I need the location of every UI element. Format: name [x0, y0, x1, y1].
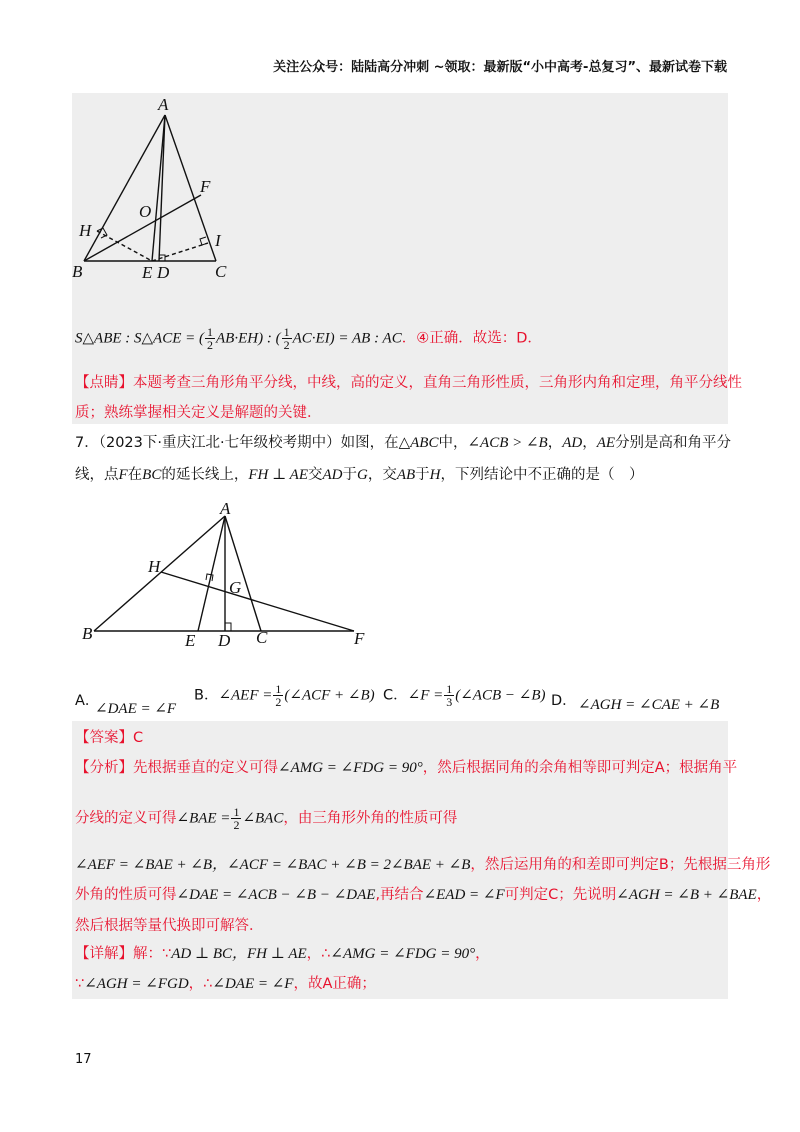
- seg-ei: [152, 243, 208, 261]
- page-number: 17: [75, 1052, 92, 1067]
- ratio-part2: AC·EI) = AB : AC: [292, 330, 402, 347]
- label-b: B: [72, 262, 83, 281]
- label-d: D: [218, 631, 231, 650]
- option-a[interactable]: A．: [75, 693, 100, 709]
- seg-ad: [159, 115, 165, 261]
- label-o: O: [139, 202, 152, 221]
- label-e: E: [142, 263, 153, 282]
- right-angle-i: [200, 237, 208, 245]
- comment-line-1: 【点睛】本题考查三角形角平分线，中线，高的定义，直角三角形性质，三角形内角和定理，角平分线性: [75, 375, 742, 391]
- label-g: G: [229, 578, 242, 597]
- label-i: I: [215, 231, 221, 250]
- seg-ab: [84, 115, 165, 261]
- analysis-line-5: 然后根据等量代换即可解答．: [75, 918, 264, 934]
- analysis-line-2: 分线的定义可得∠BAE = $\frac{1}{2}$ ∠BAC，由三角形外角的性质可得: [75, 805, 458, 832]
- ratio-conclusion: ．④正确．故选：D．: [401, 330, 542, 347]
- ratio-frac-1: $\frac{1}{2}$: [207, 325, 214, 352]
- right-angle-d: [225, 623, 231, 631]
- label-h: H: [79, 221, 92, 240]
- label-f: F: [200, 177, 211, 196]
- detail-line-2: ∵∠AGH = ∠FGD，∴∠DAE = ∠F，故A正确；: [75, 976, 376, 992]
- option-c[interactable]: C．∠F = $\frac{1}{3}$ (∠ACB − ∠B): [383, 682, 546, 709]
- answer: 【答案】C: [75, 730, 144, 746]
- question7-line-1: 7．（2023下·重庆江北·七年级校考期中）如图，在△ABC中，∠ACB > ∠B，AD，AE分别是高和角平分: [75, 435, 732, 451]
- figure-triangle-abc-1: [72, 93, 272, 288]
- option-a-expr: ∠DAE = ∠F: [95, 701, 177, 717]
- question7-line-2: 线，点F在BC的延长线上，FH ⊥ AE交AD于G，交AB于H，下列结论中不正确的是（ ）: [75, 467, 644, 483]
- ratio-lhs: S△ABE : S△ACE = (: [75, 330, 205, 347]
- label-h: H: [148, 557, 161, 576]
- option-b[interactable]: B．∠AEF = $\frac{1}{2}$ (∠ACF + ∠B): [194, 682, 375, 709]
- label-d: D: [157, 263, 170, 282]
- label-c: C: [215, 262, 227, 281]
- analysis-line-4: 外角的性质可得∠DAE = ∠ACB − ∠B − ∠DAE,再结合∠EAD = ∠F可判定C；先说明∠AGH = ∠B + ∠BAE，: [75, 887, 772, 903]
- label-a: A: [158, 95, 169, 114]
- seg-ae: [152, 115, 165, 261]
- label-f: F: [354, 629, 365, 648]
- seg-ac: [225, 516, 261, 631]
- label-c: C: [256, 628, 268, 647]
- option-d[interactable]: D．: [551, 693, 577, 709]
- ratio-frac-2: $\frac{1}{2}$: [283, 325, 290, 352]
- seg-ae: [198, 516, 225, 631]
- detail-line-1: 【详解】解：∵AD ⊥ BC，FH ⊥ AE，∴∠AMG = ∠FDG = 90°，: [75, 946, 490, 962]
- figure-triangle-abc-2: [78, 498, 378, 653]
- ratio-part1: AB·EH) : (: [216, 330, 281, 347]
- label-e: E: [185, 631, 196, 650]
- ratio-line: [75, 326, 542, 351]
- comment-line-2: 质；熟练掌握相关定义是解题的关键．: [75, 405, 322, 421]
- analysis-line-1: 【分析】先根据垂直的定义可得∠AMG = ∠FDG = 90°，然后根据同角的余角相等即可判定A；根据角平: [75, 760, 738, 776]
- option-d-expr: ∠AGH = ∠CAE + ∠B: [578, 697, 720, 713]
- page-header: 关注公众号：陆陆高分冲刺 ~领取：最新版“小中高考-总复习”、最新试卷下载: [273, 60, 727, 75]
- analysis-line-3: ∠AEF = ∠BAE + ∠B，∠ACF = ∠BAC + ∠B = 2∠BAE + ∠B，然后运用角的和差即可判定B；先根据三角形: [75, 857, 771, 873]
- label-a: A: [220, 499, 231, 518]
- label-b: B: [82, 624, 93, 643]
